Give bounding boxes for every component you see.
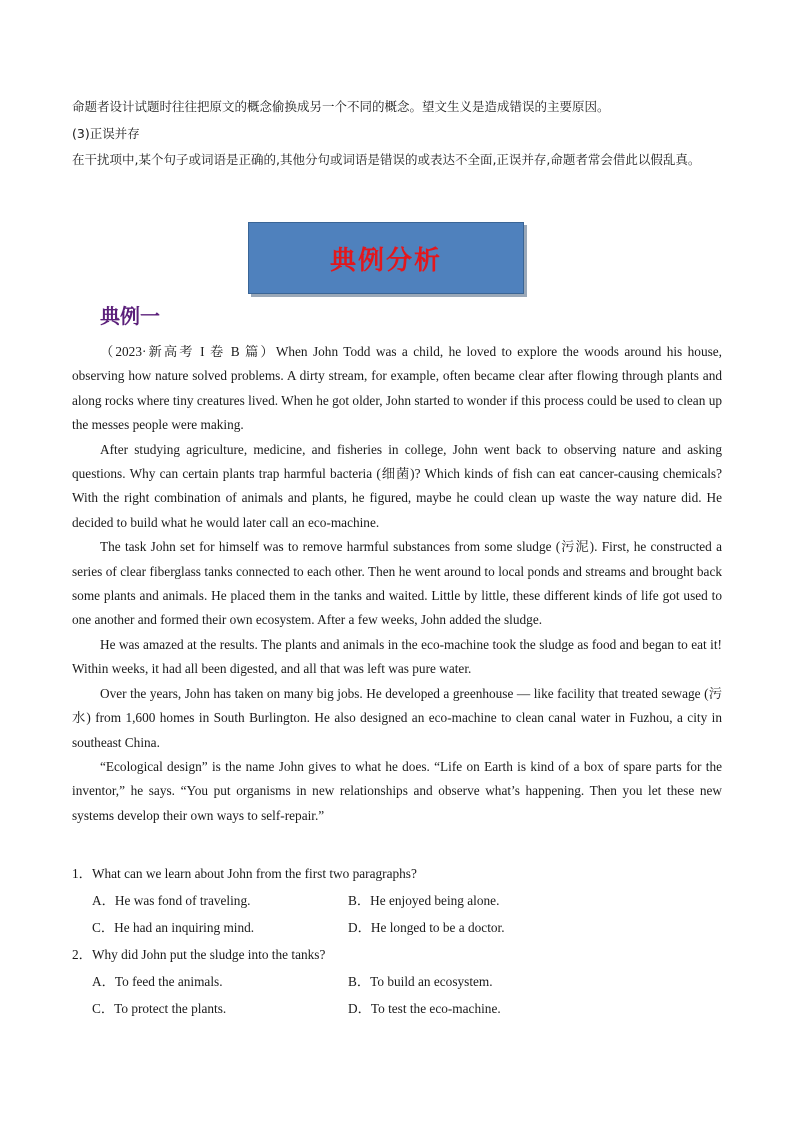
option-a: A．To feed the animals. bbox=[92, 974, 223, 989]
option-row bbox=[72, 887, 722, 914]
section-banner bbox=[248, 222, 526, 296]
banner-box bbox=[248, 222, 524, 294]
question-stem: 2．Why did John put the sludge into the tanks? bbox=[72, 947, 326, 962]
option-row bbox=[72, 914, 722, 941]
option-b: B．He enjoyed being alone. bbox=[348, 893, 500, 908]
option-d: D．To test the eco-machine. bbox=[348, 1001, 501, 1016]
passage-paragraph-4: He was amazed at the results. The plants and animals in the eco-machine took the sludge as food and began to eat it! Within weeks, it had all been digested, and all that was left was pure water. bbox=[72, 636, 722, 677]
question-2 bbox=[72, 941, 722, 1022]
option-row bbox=[72, 968, 722, 995]
option-c: C．He had an inquiring mind. bbox=[92, 920, 255, 935]
passage-paragraph-3: The task John set for himself was to remove harmful substances from some sludge (污泥). First, he constructed a series of clear fiberglass tanks connected to each other. Then he went around to local ponds and streams and brought back some plants and animals. He placed them in the tanks and waited. Little by little, these different kinds of life got used to one another and formed their own ecosystem. After a few weeks, John added the sludge. bbox=[72, 539, 722, 628]
intro-section bbox=[72, 94, 722, 174]
passage-paragraph-6: “Ecological design” is the name John gives to what he does. “Life on Earth is kind of a box of spare parts for the inventor,” he says. “You put organisms in new relationships and observe what’s happening. Then you let these new systems develop their own ways to self-repair.” bbox=[72, 758, 722, 823]
reading-passage bbox=[72, 340, 722, 828]
example-heading: 典例一 bbox=[100, 304, 160, 328]
intro-line-1: 命题者设计试题时往往把原文的概念偷换成另一个不同的概念。望文生义是造成错误的主要原因。 bbox=[72, 99, 610, 114]
passage-paragraph-2: After studying agriculture, medicine, and fisheries in college, John went back to observing nature and asking questions. Why can certain plants trap harmful bacteria (细菌)? Which kinds of fish can eat cancer-causing chemicals? With the right combination of animals and plants, he figured, maybe he could clean up waste the way nature did. He decided to build what he would later call an eco-machine. bbox=[72, 441, 722, 530]
option-c: C．To protect the plants. bbox=[92, 1001, 227, 1016]
intro-line-2: 在干扰项中,某个句子或词语是正确的,其他分句或词语是错误的或表达不全面,正误并存,命题者常会借此以假乱真。 bbox=[72, 152, 701, 167]
question-list bbox=[72, 860, 722, 1022]
option-row bbox=[72, 995, 722, 1022]
question-1 bbox=[72, 860, 722, 941]
option-b: B．To build an ecosystem. bbox=[348, 974, 493, 989]
banner-title: 典例分析 bbox=[329, 245, 442, 276]
passage-paragraph-1: （2023·新高考 I 卷 B 篇）When John Todd was a child, he loved to explore the woods around his house, observing how nature solved problems. A dirty stream, for example, often became clear after flowing through plants and along rocks where tiny creatures lived. When he got older, John started to wonder if this process could be used to clean up the messes people were making. bbox=[72, 344, 722, 433]
intro-subheading: (3)正误并存 bbox=[72, 125, 140, 141]
passage-paragraph-5: Over the years, John has taken on many big jobs. He developed a greenhouse — like facility that treated sewage (污水) from 1,600 homes in South Burlington. He also designed an eco-machine to clean canal water in Fuzhou, a city in southeast China. bbox=[72, 685, 722, 750]
question-stem: 1．What can we learn about John from the first two paragraphs? bbox=[72, 866, 417, 881]
option-a: A．He was fond of traveling. bbox=[92, 893, 251, 908]
option-d: D．He longed to be a doctor. bbox=[348, 920, 505, 935]
